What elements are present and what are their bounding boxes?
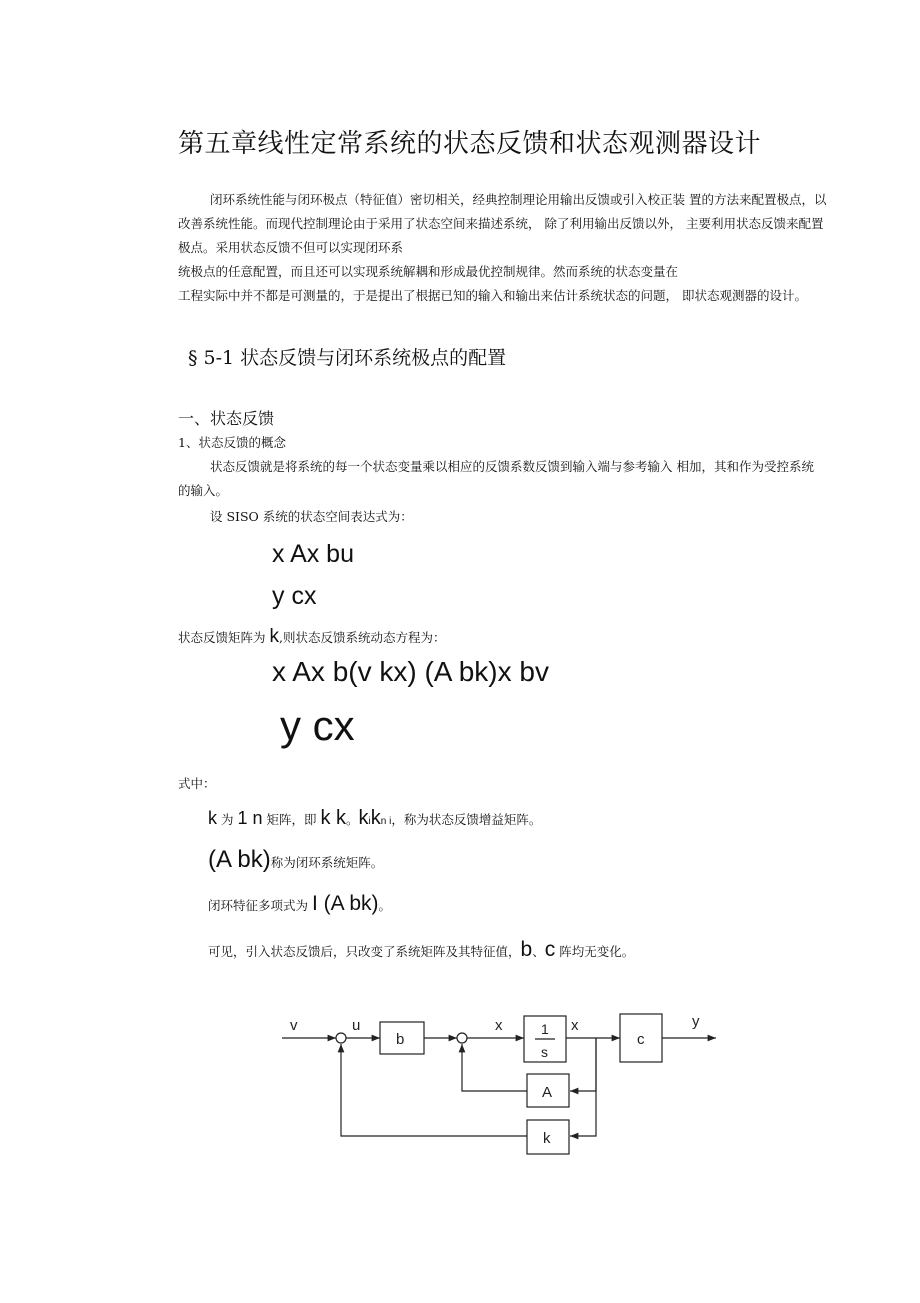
def-k-text-4: ，称为状态反馈增益矩阵。 [391, 812, 542, 827]
feedback-symbol-k: k [269, 626, 279, 647]
output-equation: y cx [272, 582, 317, 610]
k-feedback-out [341, 1044, 527, 1136]
def-k-text-1: 为 [217, 812, 238, 827]
state-equation: x Ax bu [272, 540, 354, 568]
intro-line-3: 极点。采用状态反馈不但可以实现闭环系 [178, 240, 404, 255]
def-poly-symbol: I (A bk) [311, 892, 379, 915]
k-feedback-in [570, 1038, 596, 1136]
def-k-ki-sub: i [368, 816, 371, 827]
def-k-text-2: 矩阵，即 [262, 812, 321, 827]
section-heading: § 5-1 状态反馈与闭环系统极点的配置 [188, 347, 507, 369]
a-feedback-in [570, 1038, 596, 1091]
def-k-dimensions: 1 n [237, 808, 263, 828]
def-poly-text: 闭环特征多项式为 [208, 898, 312, 913]
def-k-ki: k [358, 807, 369, 829]
siso-statement: 设 SISO 系统的状态空间表达式为： [210, 509, 413, 524]
label-u: u [352, 1017, 361, 1034]
intro-line-2: 改善系统性能。而现代控制理论由于采用了状态空间来描述系统， 除了利用输出反馈以外， 主要利用状态反馈来配置 [178, 216, 824, 231]
label-v: v [290, 1017, 298, 1034]
label-s: s [541, 1044, 548, 1060]
label-k: k [543, 1130, 551, 1147]
intro-line-1: 闭环系统性能与闭环极点（特征值）密切相关，经典控制理论用输出反馈或引入校正装 置的方法来配置极点，以 [210, 192, 827, 207]
subsubsection-heading: 1、状态反馈的概念 [178, 435, 286, 450]
def-k-symbol: k [208, 808, 217, 828]
label-a: A [542, 1084, 553, 1101]
subsection-heading: 一、状态反馈 [178, 409, 275, 428]
label-one: 1 [541, 1021, 549, 1037]
def-conclusion-b: b [520, 938, 533, 961]
intro-line-4: 统极点的任意配置，而且还可以实现系统解耦和形成最优控制规律。然而系统的状态变量在 [178, 264, 679, 279]
def-poly-end: 。 [378, 898, 392, 913]
def-k-text-3: 。 [346, 812, 359, 827]
page-title: 第五章线性定常系统的状态反馈和状态观测器设计 [178, 129, 762, 159]
label-c: c [637, 1031, 645, 1048]
label-b: b [396, 1031, 405, 1048]
closed-loop-output-equation: y cx [280, 702, 355, 749]
def-k-kk: k k [320, 807, 346, 829]
summing-junction-2 [457, 1033, 467, 1043]
def-conclusion-text: 可见，引入状态反馈后，只改变了系统矩阵及其特征值， [208, 944, 521, 959]
def-closed-loop-text: 称为闭环系统矩阵。 [270, 855, 384, 870]
def-k-kn-sub: n i [380, 816, 392, 827]
intro-line-5: 工程实际中并不都是可测量的，于是提出了根据已知的输入和输出来估计系统状态的问题， 即状态观测器的设计。 [178, 288, 807, 303]
label-y: y [692, 1013, 700, 1030]
concept-line-1: 状态反馈就是将系统的每一个状态变量乘以相应的反馈系数反馈到输入端与参考输入 相加，其和作为受控系统 [210, 459, 814, 474]
concept-line-2: 的输入。 [178, 483, 229, 498]
def-conclusion-sep: 、 [532, 944, 545, 959]
label-x: x [571, 1017, 579, 1034]
def-k-kn: k [370, 807, 381, 829]
label-xdot: x [495, 1017, 503, 1034]
feedback-text-pre: 状态反馈矩阵为 [178, 630, 270, 645]
summing-junction-1 [336, 1033, 346, 1043]
feedback-text-post: ,则状态反馈系统动态方程为： [278, 630, 446, 645]
a-feedback-out [462, 1044, 527, 1091]
closed-loop-state-equation: x Ax b(v kx) (A bk)x bv [272, 656, 549, 687]
where-label: 式中： [178, 776, 216, 791]
def-conclusion-c: c [544, 938, 556, 961]
def-conclusion-end: 阵均无变化。 [555, 944, 635, 959]
def-closed-loop-symbol: (A bk) [208, 846, 271, 873]
